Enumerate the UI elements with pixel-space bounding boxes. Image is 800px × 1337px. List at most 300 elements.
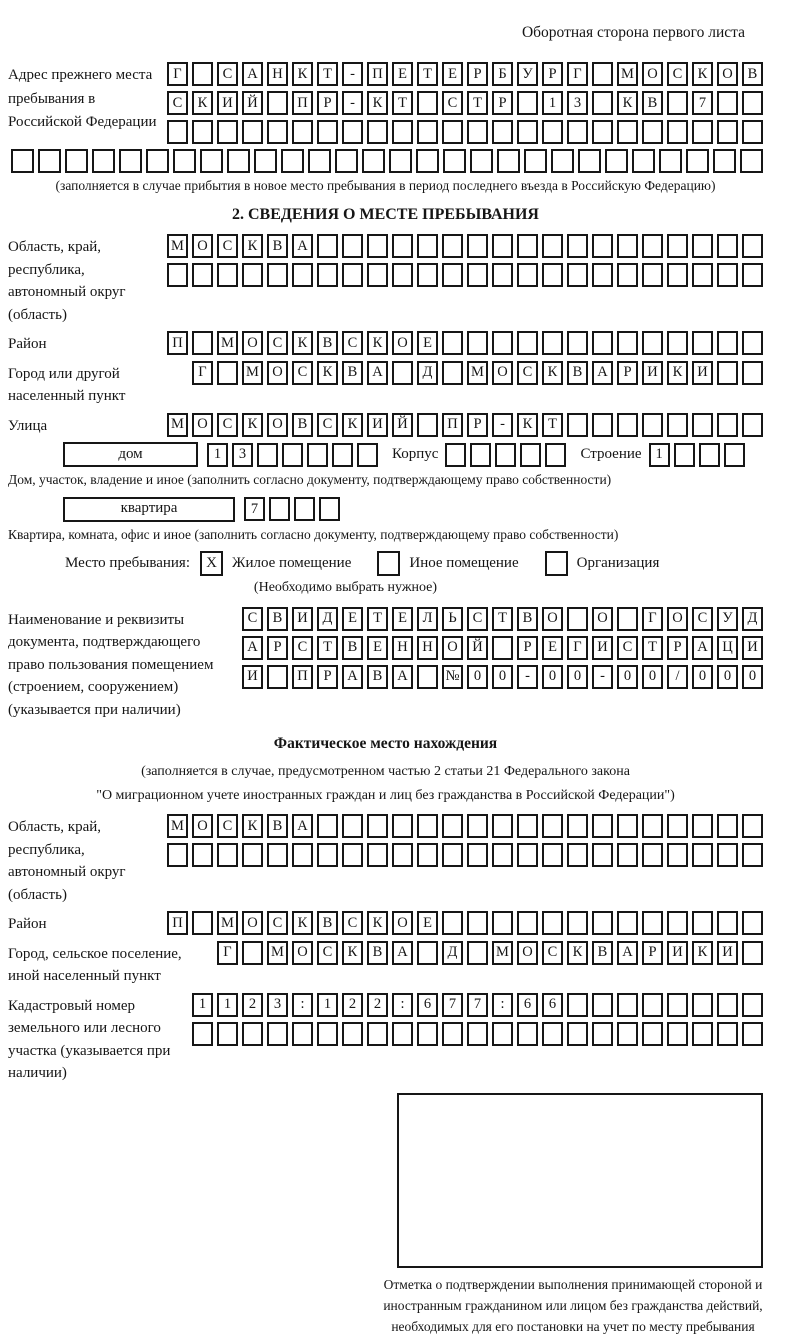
char-box[interactable]: М: [267, 941, 288, 965]
char-box[interactable]: О: [267, 361, 288, 385]
char-box[interactable]: [592, 120, 613, 144]
char-box[interactable]: [617, 607, 638, 631]
char-box[interactable]: [545, 443, 566, 467]
char-box[interactable]: [642, 843, 663, 867]
char-box[interactable]: П: [367, 62, 388, 86]
char-box[interactable]: [717, 361, 738, 385]
char-box[interactable]: [417, 234, 438, 258]
char-box[interactable]: [592, 814, 613, 838]
char-box[interactable]: [617, 263, 638, 287]
char-box[interactable]: [389, 149, 412, 173]
char-box[interactable]: [392, 843, 413, 867]
char-box[interactable]: [567, 993, 588, 1017]
char-box[interactable]: [517, 814, 538, 838]
char-box[interactable]: [517, 843, 538, 867]
char-box[interactable]: [470, 443, 491, 467]
char-box[interactable]: [605, 149, 628, 173]
char-box[interactable]: Т: [317, 62, 338, 86]
char-box[interactable]: Е: [392, 607, 413, 631]
char-box[interactable]: С: [542, 941, 563, 965]
char-box[interactable]: [443, 149, 466, 173]
char-box[interactable]: Й: [467, 636, 488, 660]
char-box[interactable]: 0: [642, 665, 663, 689]
char-box[interactable]: [517, 331, 538, 355]
char-box[interactable]: [392, 1022, 413, 1046]
char-box[interactable]: [742, 91, 763, 115]
char-box[interactable]: В: [642, 91, 663, 115]
char-box[interactable]: И: [717, 941, 738, 965]
checkbox-other-premises[interactable]: [377, 551, 400, 576]
char-box[interactable]: [692, 263, 713, 287]
char-box[interactable]: [542, 843, 563, 867]
char-box[interactable]: К: [617, 91, 638, 115]
char-box[interactable]: К: [667, 361, 688, 385]
char-box[interactable]: [692, 843, 713, 867]
char-box[interactable]: [717, 843, 738, 867]
char-box[interactable]: [492, 814, 513, 838]
char-box[interactable]: [442, 843, 463, 867]
char-box[interactable]: [367, 234, 388, 258]
char-box[interactable]: [592, 993, 613, 1017]
char-box[interactable]: Т: [492, 607, 513, 631]
char-box[interactable]: К: [342, 413, 363, 437]
char-box[interactable]: [517, 91, 538, 115]
char-box[interactable]: О: [192, 413, 213, 437]
char-box[interactable]: 1: [542, 91, 563, 115]
char-box[interactable]: 0: [542, 665, 563, 689]
char-box[interactable]: 1: [192, 993, 213, 1017]
char-box[interactable]: С: [667, 62, 688, 86]
char-box[interactable]: [200, 149, 223, 173]
char-box[interactable]: М: [217, 331, 238, 355]
char-box[interactable]: К: [317, 361, 338, 385]
char-box[interactable]: Ь: [442, 607, 463, 631]
char-box[interactable]: Р: [542, 62, 563, 86]
char-box[interactable]: П: [292, 665, 313, 689]
char-box[interactable]: [257, 443, 278, 467]
char-box[interactable]: [11, 149, 34, 173]
char-box[interactable]: [254, 149, 277, 173]
char-box[interactable]: [267, 91, 288, 115]
char-box[interactable]: С: [217, 814, 238, 838]
char-box[interactable]: П: [167, 911, 188, 935]
char-box[interactable]: [567, 843, 588, 867]
char-box[interactable]: К: [367, 911, 388, 935]
char-box[interactable]: Ц: [717, 636, 738, 660]
char-box[interactable]: [542, 263, 563, 287]
char-box[interactable]: [442, 234, 463, 258]
char-box[interactable]: Н: [417, 636, 438, 660]
char-box[interactable]: [445, 443, 466, 467]
char-box[interactable]: [342, 814, 363, 838]
char-box[interactable]: [217, 120, 238, 144]
checkbox-residential[interactable]: X: [200, 551, 223, 576]
char-box[interactable]: [192, 62, 213, 86]
char-box[interactable]: [567, 120, 588, 144]
char-box[interactable]: [442, 263, 463, 287]
char-box[interactable]: [642, 120, 663, 144]
char-box[interactable]: [742, 843, 763, 867]
char-box[interactable]: [567, 607, 588, 631]
char-box[interactable]: [742, 234, 763, 258]
char-box[interactable]: [167, 263, 188, 287]
char-box[interactable]: Т: [642, 636, 663, 660]
char-box[interactable]: В: [517, 607, 538, 631]
char-box[interactable]: В: [267, 607, 288, 631]
char-box[interactable]: [362, 149, 385, 173]
char-box[interactable]: [367, 814, 388, 838]
char-box[interactable]: [467, 814, 488, 838]
char-box[interactable]: [667, 331, 688, 355]
char-box[interactable]: 7: [442, 993, 463, 1017]
char-box[interactable]: Л: [417, 607, 438, 631]
char-box[interactable]: Т: [317, 636, 338, 660]
char-box[interactable]: У: [517, 62, 538, 86]
char-box[interactable]: Р: [667, 636, 688, 660]
char-box[interactable]: [342, 1022, 363, 1046]
char-box[interactable]: [542, 234, 563, 258]
char-box[interactable]: 6: [517, 993, 538, 1017]
char-box[interactable]: :: [292, 993, 313, 1017]
char-box[interactable]: Р: [317, 91, 338, 115]
char-box[interactable]: С: [317, 413, 338, 437]
char-box[interactable]: 6: [542, 993, 563, 1017]
char-box[interactable]: :: [492, 993, 513, 1017]
char-box[interactable]: [617, 993, 638, 1017]
char-box[interactable]: 7: [244, 497, 265, 521]
char-box[interactable]: [317, 234, 338, 258]
char-box[interactable]: Е: [442, 62, 463, 86]
char-box[interactable]: [492, 636, 513, 660]
char-box[interactable]: [667, 1022, 688, 1046]
char-box[interactable]: [717, 1022, 738, 1046]
char-box[interactable]: С: [467, 607, 488, 631]
char-box[interactable]: О: [492, 361, 513, 385]
char-box[interactable]: [667, 91, 688, 115]
char-box[interactable]: [642, 814, 663, 838]
char-box[interactable]: Б: [492, 62, 513, 86]
char-box[interactable]: [592, 413, 613, 437]
char-box[interactable]: Е: [542, 636, 563, 660]
char-box[interactable]: [417, 665, 438, 689]
char-box[interactable]: [692, 911, 713, 935]
char-box[interactable]: -: [342, 62, 363, 86]
char-box[interactable]: [492, 843, 513, 867]
char-box[interactable]: [192, 263, 213, 287]
char-box[interactable]: А: [617, 941, 638, 965]
char-box[interactable]: [592, 911, 613, 935]
char-box[interactable]: [667, 263, 688, 287]
char-box[interactable]: [392, 814, 413, 838]
char-box[interactable]: [317, 1022, 338, 1046]
char-box[interactable]: [332, 443, 353, 467]
char-box[interactable]: [317, 843, 338, 867]
char-box[interactable]: [717, 91, 738, 115]
char-box[interactable]: [417, 413, 438, 437]
char-box[interactable]: Г: [567, 62, 588, 86]
char-box[interactable]: [642, 331, 663, 355]
char-box[interactable]: Г: [642, 607, 663, 631]
char-box[interactable]: №: [442, 665, 463, 689]
char-box[interactable]: Й: [392, 413, 413, 437]
char-box[interactable]: К: [692, 62, 713, 86]
char-box[interactable]: [642, 911, 663, 935]
char-box[interactable]: [292, 843, 313, 867]
char-box[interactable]: [292, 1022, 313, 1046]
char-box[interactable]: [674, 443, 695, 467]
char-box[interactable]: [742, 361, 763, 385]
char-box[interactable]: С: [217, 413, 238, 437]
char-box[interactable]: 2: [242, 993, 263, 1017]
char-box[interactable]: Е: [392, 62, 413, 86]
char-box[interactable]: И: [742, 636, 763, 660]
char-box[interactable]: [551, 149, 574, 173]
char-box[interactable]: [617, 413, 638, 437]
char-box[interactable]: А: [392, 941, 413, 965]
char-box[interactable]: [267, 263, 288, 287]
char-box[interactable]: [167, 843, 188, 867]
char-box[interactable]: Г: [192, 361, 213, 385]
char-box[interactable]: [217, 263, 238, 287]
char-box[interactable]: 0: [742, 665, 763, 689]
char-box[interactable]: [542, 814, 563, 838]
char-box[interactable]: 0: [467, 665, 488, 689]
char-box[interactable]: А: [367, 361, 388, 385]
char-box[interactable]: [417, 263, 438, 287]
char-box[interactable]: М: [167, 413, 188, 437]
char-box[interactable]: [742, 993, 763, 1017]
char-box[interactable]: С: [217, 234, 238, 258]
checkbox-organization[interactable]: [545, 551, 568, 576]
char-box[interactable]: В: [267, 234, 288, 258]
char-box[interactable]: Т: [367, 607, 388, 631]
char-box[interactable]: [417, 814, 438, 838]
char-box[interactable]: Е: [367, 636, 388, 660]
char-box[interactable]: А: [592, 361, 613, 385]
char-box[interactable]: [317, 814, 338, 838]
char-box[interactable]: [517, 911, 538, 935]
char-box[interactable]: И: [642, 361, 663, 385]
char-box[interactable]: 0: [617, 665, 638, 689]
char-box[interactable]: [742, 263, 763, 287]
char-box[interactable]: [642, 413, 663, 437]
char-box[interactable]: 0: [492, 665, 513, 689]
char-box[interactable]: [470, 149, 493, 173]
char-box[interactable]: К: [367, 91, 388, 115]
char-box[interactable]: [417, 1022, 438, 1046]
char-box[interactable]: 3: [267, 993, 288, 1017]
char-box[interactable]: [342, 263, 363, 287]
char-box[interactable]: [367, 843, 388, 867]
char-box[interactable]: [269, 497, 290, 521]
char-box[interactable]: [492, 120, 513, 144]
char-box[interactable]: [692, 993, 713, 1017]
char-box[interactable]: М: [167, 234, 188, 258]
char-box[interactable]: В: [342, 361, 363, 385]
char-box[interactable]: К: [692, 941, 713, 965]
char-box[interactable]: М: [167, 814, 188, 838]
char-box[interactable]: [317, 263, 338, 287]
char-box[interactable]: Г: [167, 62, 188, 86]
char-box[interactable]: [367, 1022, 388, 1046]
char-box[interactable]: С: [267, 331, 288, 355]
char-box[interactable]: С: [267, 911, 288, 935]
char-box[interactable]: 0: [567, 665, 588, 689]
char-box[interactable]: А: [692, 636, 713, 660]
char-box[interactable]: К: [242, 413, 263, 437]
char-box[interactable]: Т: [542, 413, 563, 437]
char-box[interactable]: К: [367, 331, 388, 355]
char-box[interactable]: [467, 331, 488, 355]
char-box[interactable]: [742, 413, 763, 437]
char-box[interactable]: [442, 911, 463, 935]
char-box[interactable]: [617, 814, 638, 838]
char-box[interactable]: [492, 331, 513, 355]
char-box[interactable]: [467, 1022, 488, 1046]
char-box[interactable]: Е: [417, 331, 438, 355]
char-box[interactable]: С: [442, 91, 463, 115]
char-box[interactable]: Р: [492, 91, 513, 115]
char-box[interactable]: Р: [317, 665, 338, 689]
char-box[interactable]: Р: [517, 636, 538, 660]
char-box[interactable]: Е: [342, 607, 363, 631]
char-box[interactable]: [38, 149, 61, 173]
char-box[interactable]: И: [592, 636, 613, 660]
char-box[interactable]: [308, 149, 331, 173]
char-box[interactable]: О: [392, 911, 413, 935]
char-box[interactable]: О: [292, 941, 313, 965]
char-box[interactable]: О: [592, 607, 613, 631]
char-box[interactable]: К: [517, 413, 538, 437]
char-box[interactable]: [642, 263, 663, 287]
char-box[interactable]: И: [667, 941, 688, 965]
char-box[interactable]: [267, 120, 288, 144]
char-box[interactable]: [592, 234, 613, 258]
char-box[interactable]: 7: [692, 91, 713, 115]
char-box[interactable]: 3: [232, 443, 253, 467]
char-box[interactable]: В: [292, 413, 313, 437]
char-box[interactable]: 0: [692, 665, 713, 689]
char-box[interactable]: -: [592, 665, 613, 689]
char-box[interactable]: А: [242, 62, 263, 86]
char-box[interactable]: [467, 911, 488, 935]
char-box[interactable]: [567, 331, 588, 355]
char-box[interactable]: И: [692, 361, 713, 385]
char-box[interactable]: [242, 263, 263, 287]
char-box[interactable]: [392, 361, 413, 385]
char-box[interactable]: [667, 413, 688, 437]
char-box[interactable]: [392, 120, 413, 144]
char-box[interactable]: С: [617, 636, 638, 660]
char-box[interactable]: [617, 234, 638, 258]
char-box[interactable]: [192, 843, 213, 867]
char-box[interactable]: [524, 149, 547, 173]
char-box[interactable]: Н: [392, 636, 413, 660]
char-box[interactable]: Е: [417, 911, 438, 935]
char-box[interactable]: [92, 149, 115, 173]
char-box[interactable]: [392, 263, 413, 287]
char-box[interactable]: [592, 843, 613, 867]
char-box[interactable]: [632, 149, 655, 173]
char-box[interactable]: С: [242, 607, 263, 631]
char-box[interactable]: [742, 814, 763, 838]
char-box[interactable]: [357, 443, 378, 467]
char-box[interactable]: Г: [567, 636, 588, 660]
char-box[interactable]: [442, 331, 463, 355]
char-box[interactable]: [667, 843, 688, 867]
char-box[interactable]: Н: [267, 62, 288, 86]
char-box[interactable]: [742, 1022, 763, 1046]
char-box[interactable]: О: [667, 607, 688, 631]
char-box[interactable]: О: [267, 413, 288, 437]
char-box[interactable]: [492, 911, 513, 935]
char-box[interactable]: [567, 1022, 588, 1046]
char-box[interactable]: [282, 443, 303, 467]
char-box[interactable]: [492, 234, 513, 258]
char-box[interactable]: [667, 234, 688, 258]
char-box[interactable]: [567, 413, 588, 437]
char-box[interactable]: В: [317, 331, 338, 355]
char-box[interactable]: С: [292, 636, 313, 660]
char-box[interactable]: [495, 443, 516, 467]
char-box[interactable]: Д: [317, 607, 338, 631]
char-box[interactable]: П: [442, 413, 463, 437]
char-box[interactable]: [242, 120, 263, 144]
char-box[interactable]: [742, 120, 763, 144]
char-box[interactable]: [567, 234, 588, 258]
char-box[interactable]: В: [317, 911, 338, 935]
char-box[interactable]: 1: [317, 993, 338, 1017]
char-box[interactable]: [567, 814, 588, 838]
char-box[interactable]: Д: [417, 361, 438, 385]
char-box[interactable]: [417, 941, 438, 965]
char-box[interactable]: К: [242, 234, 263, 258]
char-box[interactable]: :: [392, 993, 413, 1017]
char-box[interactable]: И: [217, 91, 238, 115]
char-box[interactable]: А: [242, 636, 263, 660]
char-box[interactable]: [417, 843, 438, 867]
char-box[interactable]: С: [317, 941, 338, 965]
char-box[interactable]: -: [492, 413, 513, 437]
char-box[interactable]: [467, 263, 488, 287]
char-box[interactable]: [192, 331, 213, 355]
char-box[interactable]: [292, 120, 313, 144]
char-box[interactable]: [367, 120, 388, 144]
char-box[interactable]: [742, 911, 763, 935]
char-box[interactable]: [119, 149, 142, 173]
char-box[interactable]: [146, 149, 169, 173]
char-box[interactable]: [267, 1022, 288, 1046]
char-box[interactable]: [740, 149, 763, 173]
char-box[interactable]: [217, 843, 238, 867]
char-box[interactable]: [659, 149, 682, 173]
char-box[interactable]: 2: [367, 993, 388, 1017]
char-box[interactable]: К: [292, 911, 313, 935]
char-box[interactable]: С: [217, 62, 238, 86]
char-box[interactable]: [467, 234, 488, 258]
char-box[interactable]: [717, 814, 738, 838]
char-box[interactable]: Г: [217, 941, 238, 965]
char-box[interactable]: [642, 1022, 663, 1046]
char-box[interactable]: [281, 149, 304, 173]
char-box[interactable]: [567, 911, 588, 935]
char-box[interactable]: [692, 120, 713, 144]
char-box[interactable]: [542, 331, 563, 355]
char-box[interactable]: 3: [567, 91, 588, 115]
char-box[interactable]: К: [542, 361, 563, 385]
char-box[interactable]: [467, 941, 488, 965]
char-box[interactable]: К: [342, 941, 363, 965]
